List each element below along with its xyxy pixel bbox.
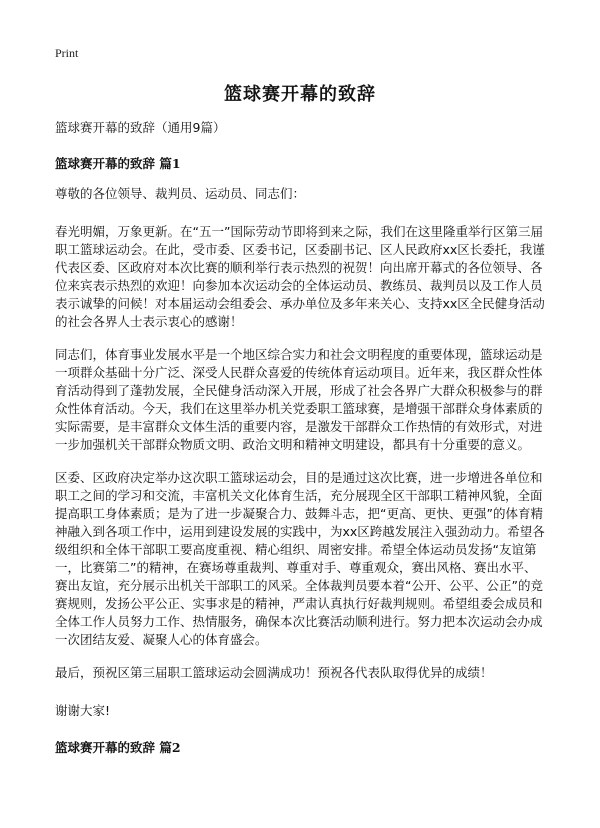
- page-title: 篮球赛开幕的致辞: [224, 84, 376, 105]
- section-heading-1: 篮球赛开幕的致辞 篇1: [55, 156, 181, 171]
- paragraph: 最后，预祝区第三届职工篮球运动会圆满成功！预祝各代表队取得优异的成绩！: [55, 665, 493, 680]
- document-subtitle: 篮球赛开幕的致辞（通用9篇）: [55, 120, 226, 135]
- greeting: 尊敬的各位领导、裁判员、运动员、同志们：: [55, 186, 306, 201]
- document-body: [55, 120, 547, 769]
- paragraph: 区委、区政府决定举办这次职工篮球运动会，目的是通过这次比赛，进一步增进各单位和职工之间的学习和交流，丰富机关文化体育生活，充分展现全区干部职工精神风貌，全面提高职工身体素质；是为了进一步凝聚合力、鼓舞斗志，把“更高、更快、更强”的体育精神融入到各项工作中，运用到建设发展的实践中，为xx区跨越发展注入强劲动力。希望各级组织和全体干部职工要高度重视、精心组织、周密安排。希望全体运动员发扬“友谊第一，比赛第二”的精神，在赛场尊重裁判、尊重对手、尊重观众，赛出风格、赛出水平、赛出友谊，充分展示出机关干部职工的风采。全体裁判员要本着“公开、公平、公正”的竞赛规则，发扬公平公正、实事求是的精神，严肃认真执行好裁判规则。希望组委会成员和全体工作人员努力工作、热情服务，确保本次比赛活动顺利进行。努力把本次运动会办成一次团结友爱、凝聚人心的体育盛会。: [55, 470, 545, 647]
- paragraph: 同志们，体育事业发展水平是一个地区综合实力和社会文明程度的重要体现，篮球运动是一项群众基础十分广泛、深受人民群众喜爱的传统体育运动项目。近年来，我区群众性体育活动得到了蓬勃发展，全民健身活动深入开展，形成了社会各界广大群众积极参与的群众性体育活动。今天，我们在这里举办机关党委职工篮球赛，是增强干部群众身体素质的实际需要，是丰富群众文体生活的重要内容，是激发干部群众工作热情的有效形式，对进一步加强机关干部群众物质文明、政治文明和精神文明建设，都具有十分重要的意义。: [55, 347, 543, 452]
- print-link[interactable]: Print: [55, 46, 79, 60]
- closing-line: 谢谢大家!: [55, 703, 111, 718]
- paragraph: 春光明媚，万象更新。在“五一”国际劳动节即将到来之际，我们在这里隆重举行区第三届职工篮球运动会。在此，受市委、区委书记，区委副书记、区人民政府xx区长委托，我谨代表区委、区政府对本次比赛的顺利举行表示热烈的祝贺！向出席开幕式的各位领导、各位来宾表示热烈的欢迎！向参加本次运动会的全体运动员、教练员、裁判员以及工作人员表示诚挚的问候！对本届运动会组委会、承办单位及多年来关心、支持xx区全民健身活动的社会各界人士表示衷心的感谢！: [55, 224, 545, 329]
- section-heading-2: 篮球赛开幕的致辞 篇2: [55, 740, 181, 755]
